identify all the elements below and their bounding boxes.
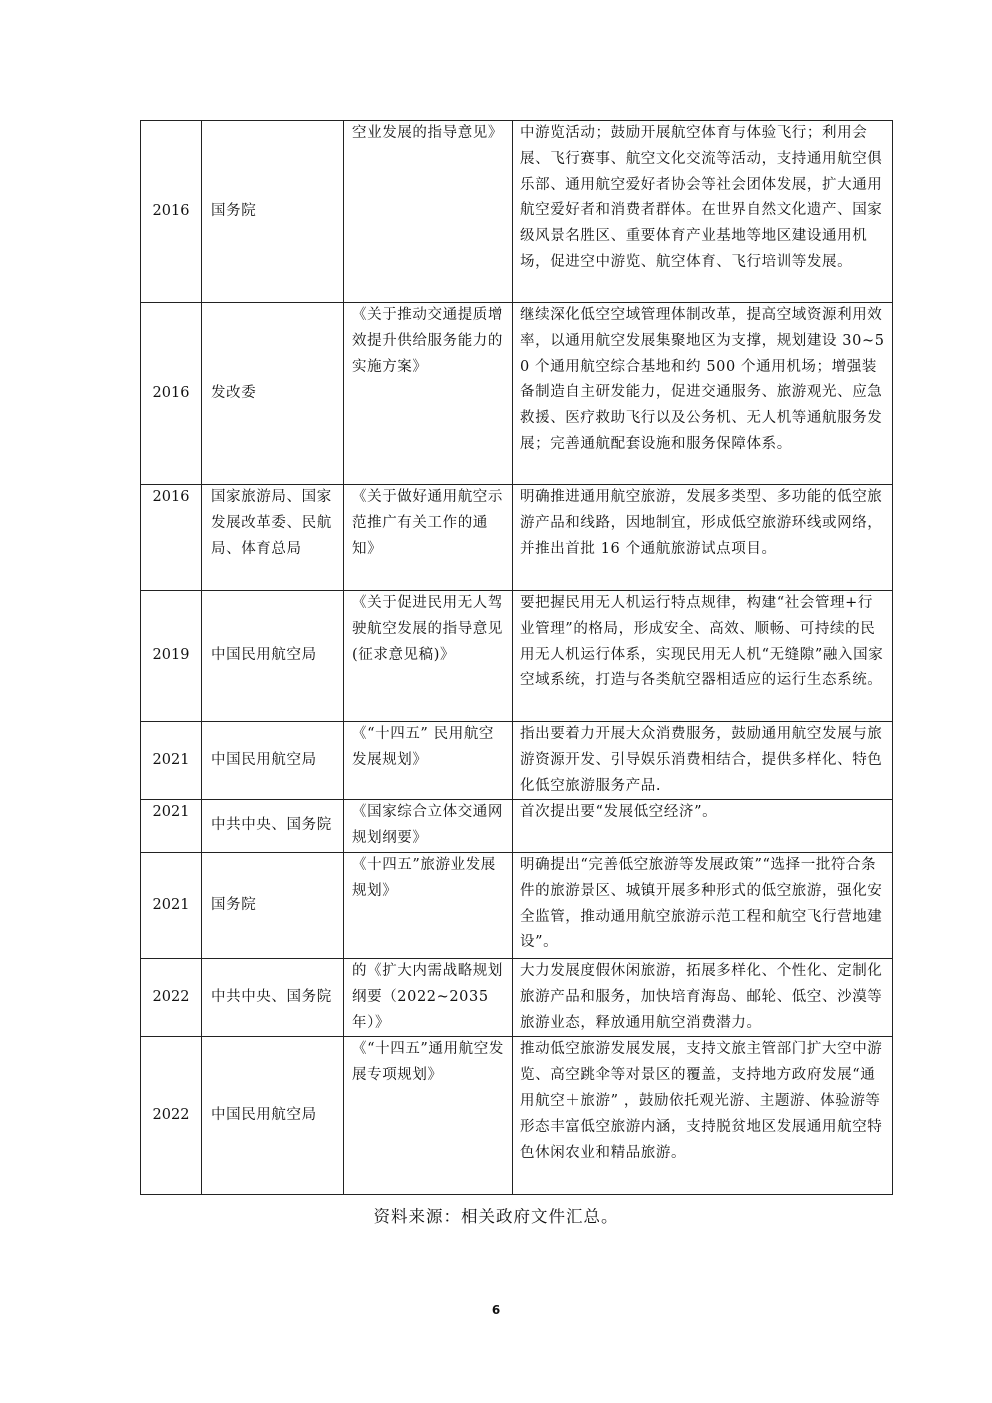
agency-cell: 国务院 (202, 852, 344, 958)
table-row (141, 958, 893, 1036)
year-cell: 2021 (141, 852, 202, 958)
source-note: 资料来源：相关政府文件汇总。 (373, 1207, 619, 1226)
table-row (141, 722, 893, 800)
table-row (141, 800, 893, 853)
document-cell: 的《扩大内需战略规划纲要（2022~2035年）》 (344, 958, 513, 1036)
content-cell: 继续深化低空空域管理体制改革，提高空域资源利用效率，以通用航空发展集聚地区为支撑，规划建设 30~50 个通用航空综合基地和约 500 个通用机场；增强装备制造自主研发能力，促进交通服务、旅游观光、应急救援、医疗救助飞行以及公务机、无人机等通航服务发展；完善通航配套设施和服务保障体系。 (513, 303, 893, 485)
document-cell: 《关于推动交通提质增效提升供给服务能力的实施方案》 (344, 303, 513, 485)
content-cell: 指出要着力开展大众消费服务，鼓励通用航空发展与旅游资源开发、引导娱乐消费相结合，提供多样化、特色化低空旅游服务产品. (513, 722, 893, 800)
content-cell: 推动低空旅游发展发展，支持文旅主管部门扩大空中游览、高空跳伞等对景区的覆盖，支持地方政府发展“通用航空＋旅游” ，鼓励依托观光游、主题游、体验游等形态丰富低空旅游内涵，支持脱贫地区发展通用航空特色休闲农业和精品旅游。 (513, 1037, 893, 1195)
document-cell: 《“十四五” 民用航空发展规划》 (344, 722, 513, 800)
document-cell: 《“十四五”通用航空发展专项规划》 (344, 1037, 513, 1195)
agency-cell: 中国民用航空局 (202, 591, 344, 722)
year-cell: 2022 (141, 958, 202, 1036)
content-cell: 大力发展度假休闲旅游，拓展多样化、个性化、定制化旅游产品和服务，加快培育海岛、邮轮、低空、沙漠等旅游业态，释放通用航空消费潜力。 (513, 958, 893, 1036)
agency-cell: 发改委 (202, 303, 344, 485)
agency-cell: 中共中央、国务院 (202, 958, 344, 1036)
document-cell: 《关于做好通用航空示范推广有关工作的通知》 (344, 485, 513, 591)
table-row (141, 121, 893, 303)
agency-cell: 中共中央、国务院 (202, 800, 344, 853)
page-number: 6 (491, 1303, 501, 1317)
year-cell: 2016 (141, 121, 202, 303)
document-cell: 空业发展的指导意见》 (344, 121, 513, 303)
year-cell: 2016 (141, 303, 202, 485)
document-cell: 《国家综合立体交通网规划纲要》 (344, 800, 513, 853)
document-cell: 《关于促进民用无人驾驶航空发展的指导意见(征求意见稿)》 (344, 591, 513, 722)
table-row (141, 303, 893, 485)
table-row (141, 485, 893, 591)
agency-cell: 国家旅游局、国家发展改革委、民航局、体育总局 (202, 485, 344, 591)
agency-cell: 国务院 (202, 121, 344, 303)
content-cell: 中游览活动；鼓励开展航空体育与体验飞行；利用会展、飞行赛事、航空文化交流等活动，支持通用航空俱乐部、通用航空爱好者协会等社会团体发展，扩大通用航空爱好者和消费者群体。在世界自然文化遗产、国家级风景名胜区、重要体育产业基地等地区建设通用机场，促进空中游览、航空体育、飞行培训等发展。 (513, 121, 893, 303)
agency-cell: 中国民用航空局 (202, 722, 344, 800)
year-cell: 2019 (141, 591, 202, 722)
table-row (141, 591, 893, 722)
content-cell: 明确推进通用航空旅游，发展多类型、多功能的低空旅游产品和线路，因地制宜，形成低空旅游环线或网络，并推出首批 16 个通航旅游试点项目。 (513, 485, 893, 591)
content-cell: 首次提出要“发展低空经济”。 (513, 800, 893, 853)
agency-cell: 中国民用航空局 (202, 1037, 344, 1195)
table-row (141, 852, 893, 958)
year-cell: 2016 (141, 485, 202, 591)
year-cell: 2021 (141, 800, 202, 853)
policy-table (140, 120, 893, 1195)
year-cell: 2022 (141, 1037, 202, 1195)
content-cell: 要把握民用无人机运行特点规律，构建“社会管理+行业管理”的格局，形成安全、高效、顺畅、可持续的民用无人机运行体系，实现民用无人机“无缝隙”融入国家空域系统，打造与各类航空器相适应的运行生态系统。 (513, 591, 893, 722)
content-cell: 明确提出“完善低空旅游等发展政策”“选择一批符合条件的旅游景区、城镇开展多种形式的低空旅游，强化安全监管，推动通用航空旅游示范工程和航空飞行营地建设”。 (513, 852, 893, 958)
year-cell: 2021 (141, 722, 202, 800)
document-cell: 《十四五”旅游业发展规划》 (344, 852, 513, 958)
table-row (141, 1037, 893, 1195)
